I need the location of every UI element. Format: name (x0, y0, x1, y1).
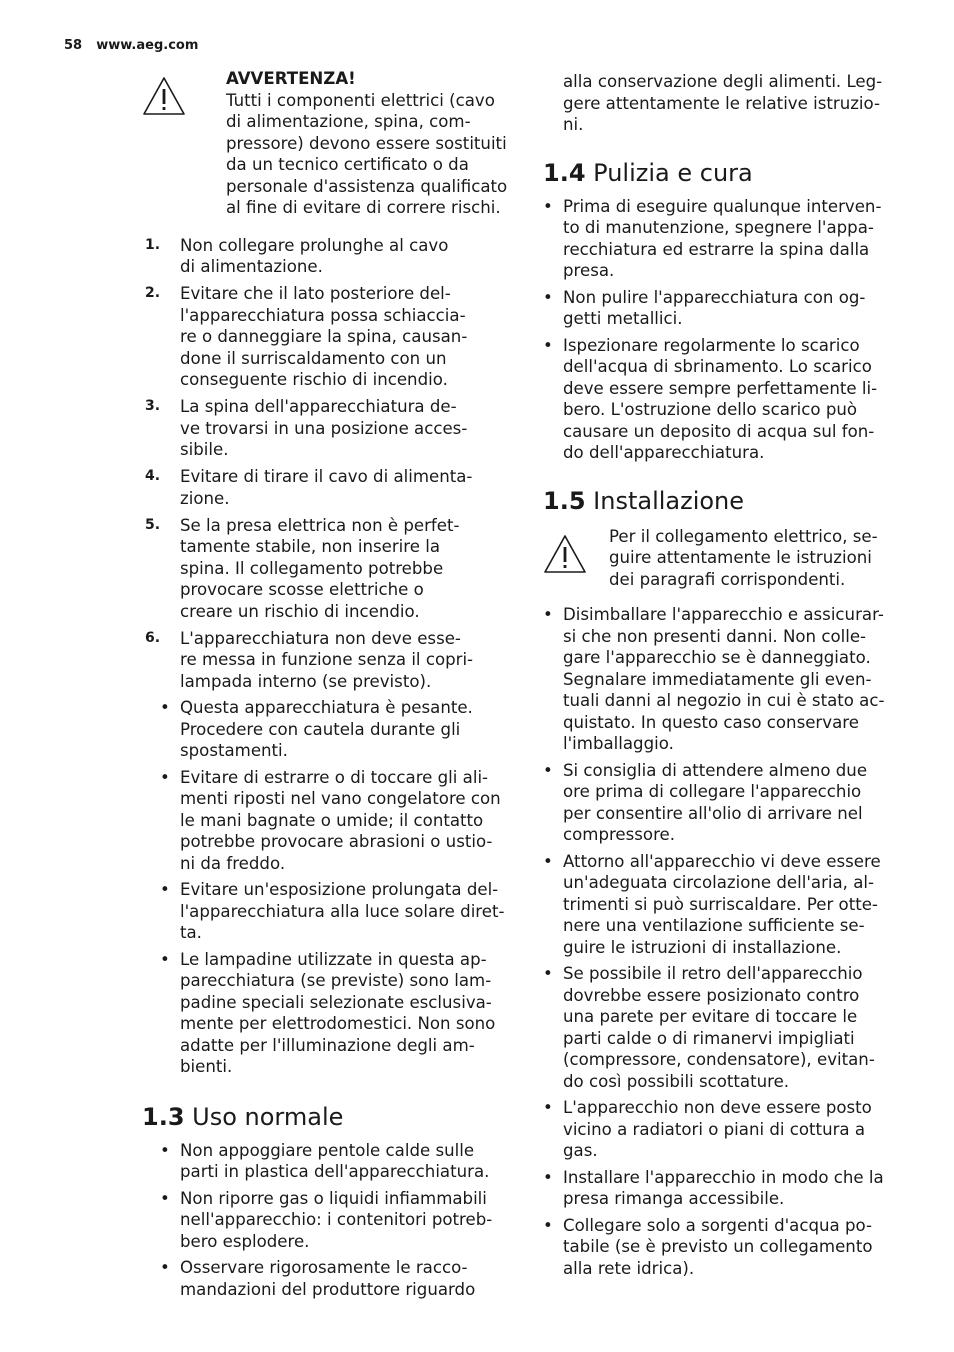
text-line: provocare scosse elettriche o (180, 580, 424, 599)
text-line: personale d'assistenza qualificato (226, 176, 508, 196)
item-number: 4. (145, 468, 161, 484)
list-item (563, 851, 898, 959)
text-line: (compressore, condensatore), evitan- (563, 1050, 875, 1069)
text-line: recchiatura ed estrarre la spina dalla (563, 239, 870, 259)
text-line: presa. (563, 261, 615, 280)
text-line: • Prima di eseguire qualunque interven- (563, 196, 882, 216)
text-line: ve trovarsi in una posizione acces- (180, 418, 468, 438)
text-line: l'apparecchiatura possa schiaccia- (180, 305, 466, 325)
text-line: Segnalare immediatamente gli even- (563, 669, 872, 689)
text-line: done il surriscaldamento con un (180, 348, 447, 368)
text-line: zione. (180, 488, 230, 508)
text-line: l'imballaggio. (563, 734, 674, 753)
warning-triangle-icon (142, 76, 186, 116)
text-line: mandazioni del produttore riguardo (180, 1279, 476, 1299)
text-line: L'apparecchiatura non deve esse- (180, 628, 461, 648)
list-item (145, 466, 514, 509)
text-line: parecchiatura (se previste) sono lam- (180, 971, 492, 990)
list-item (180, 879, 514, 944)
list-item (563, 1215, 898, 1280)
warning-triangle-icon (543, 534, 587, 574)
section-number: 1.4 (543, 158, 586, 187)
text-line: per consentire all'olio di arrivare nel (563, 803, 863, 823)
text-line: quistato. In questo caso conservare (563, 712, 859, 732)
list-item (180, 1188, 514, 1253)
text-line: sibile. (180, 440, 229, 459)
item-number: 3. (145, 398, 161, 414)
text-line: to di manutenzione, spegnere l'appa- (563, 218, 874, 237)
text-line: adatte per l'illuminazione degli am- (180, 1035, 475, 1055)
warning-box (142, 68, 514, 219)
list-item (145, 283, 514, 391)
text-line: guire attentamente le istruzioni (609, 548, 872, 567)
text-line: • Non appoggiare pentole calde sulle (180, 1140, 475, 1160)
text-line: vicino a radiatori o piani di cottura a (563, 1119, 866, 1139)
text-line: • L'apparecchio non deve essere posto (563, 1098, 872, 1117)
warning-title: AVVERTENZA! (226, 69, 356, 88)
item-number: 5. (145, 516, 161, 533)
text-line: potrebbe provocare abrasioni o ustio- (180, 832, 493, 851)
text-line: • Evitare un'esposizione prolungata del- (180, 880, 499, 899)
numbered-list (142, 235, 514, 693)
text-line: bienti. (180, 1057, 233, 1076)
list-item (180, 697, 514, 762)
text-line: parti in plastica dell'apparecchiatura. (180, 1162, 490, 1181)
text-line: tuali danni al negozio in cui è stato ac- (563, 691, 885, 710)
section-title: Uso normale (192, 1102, 344, 1131)
text-line: spostamenti. (180, 741, 288, 760)
text-line: Procedere con cautela durante gli (180, 719, 461, 739)
text-line: Per il collegamento elettrico, se- (609, 526, 878, 546)
list-item (180, 767, 514, 875)
section-title: Installazione (593, 486, 745, 515)
text-line: bero. L'ostruzione dello scarico può (563, 400, 858, 419)
text-line: dei paragrafi corrispondenti. (609, 569, 846, 589)
text-line: trimenti si può surriscaldare. Per otte- (563, 894, 878, 914)
list-item (563, 335, 898, 464)
item-number: 6. (145, 629, 161, 646)
text-line: • Non riporre gas o liquidi infiammabili (180, 1188, 487, 1208)
text-line: di alimentazione, spina, com- (226, 112, 471, 131)
text-line: padine speciali selezionate esclusiva- (180, 992, 492, 1012)
text-line: gare l'apparecchio se è danneggiato. (563, 648, 871, 667)
list-item (563, 604, 898, 755)
text-line: ta. (180, 923, 202, 942)
section-heading-1-4 (543, 158, 898, 188)
text-line: • Installare l'apparecchio in modo che la (563, 1167, 884, 1187)
bullet-list (543, 604, 898, 1279)
text-line: alla conservazione degli alimenti. Leg- (563, 72, 883, 91)
text-line: re messa in funzione senza il copri- (180, 650, 474, 669)
list-item (563, 1097, 898, 1162)
text-line: una parete per evitare di toccare le (563, 1007, 858, 1026)
text-line: ore prima di collegare l'apparecchio (563, 782, 862, 801)
text-line: Se la presa elettrica non è perfet- (180, 515, 460, 535)
bullet-list (142, 697, 514, 1078)
text-line: guire le istruzioni di installazione. (563, 937, 842, 957)
warning-box (543, 526, 898, 591)
text-line: nere una ventilazione sufficiente se- (563, 916, 865, 935)
item-number: 2. (145, 285, 161, 301)
list-item (563, 1167, 898, 1210)
list-item (180, 949, 514, 1078)
text-line: compressore. (563, 825, 676, 844)
text-line: • Ispezionare regolarmente lo scarico (563, 335, 860, 355)
section-heading-1-3 (142, 1102, 514, 1132)
text-line: deve essere sempre perfettamente li- (563, 378, 878, 398)
text-line: presa rimanga accessibile. (563, 1189, 785, 1208)
text-line: l'apparecchiatura alla luce solare diret- (180, 901, 505, 921)
text-line: ni da freddo. (180, 853, 286, 873)
list-item (180, 1140, 514, 1183)
item-number: 1. (145, 236, 161, 253)
text-line: Tutti i componenti elettrici (cavo (226, 90, 495, 110)
list-item (145, 628, 514, 693)
text-line: un'adeguata circolazione dell'aria, al- (563, 873, 875, 892)
right-column (543, 71, 898, 1279)
page-header (64, 38, 198, 53)
text-line: creare un rischio di incendio. (180, 601, 420, 621)
text-line: parti calde o di rimanervi impigliati (563, 1028, 855, 1048)
text-line: • Si consiglia di attendere almeno due (563, 760, 868, 780)
text-line: conseguente rischio di incendio. (180, 370, 448, 389)
text-line: Non collegare prolunghe al cavo (180, 235, 449, 255)
list-item (563, 760, 898, 846)
text-line: causare un deposito di acqua sul fon- (563, 421, 875, 441)
text-line: • Collegare solo a sorgenti d'acqua po- (563, 1215, 872, 1235)
text-line: • Osservare rigorosamente le racco- (180, 1258, 468, 1277)
text-line: di alimentazione. (180, 257, 323, 276)
text-line: • Se possibile il retro dell'apparecchio (563, 964, 863, 983)
text-line: si che non presenti danni. Non colle- (563, 626, 867, 646)
list-item (563, 287, 898, 330)
text-line: pressore) devono essere sostituiti (226, 133, 507, 153)
text-line: La spina dell'apparecchiatura de- (180, 397, 457, 416)
text-line: al fine di evitare di correre rischi. (226, 198, 501, 217)
text-line: gas. (563, 1141, 598, 1160)
list-item (563, 196, 898, 282)
text-line: • Questa apparecchiatura è pesante. (180, 698, 473, 717)
text-line: do così possibili scottature. (563, 1071, 790, 1091)
list-item (145, 515, 514, 623)
text-line: getti metallici. (563, 309, 683, 328)
continuation-text (543, 71, 898, 136)
text-line: da un tecnico certificato o da (226, 155, 469, 174)
section-heading-1-5 (543, 486, 898, 516)
text-line: ni. (563, 115, 584, 134)
text-line: Evitare di tirare il cavo di alimenta- (180, 467, 473, 486)
text-line: alla rete idrica). (563, 1258, 695, 1278)
text-line: • Disimballare l'apparecchio e assicurar- (563, 605, 884, 624)
page-number: 58 (64, 38, 83, 53)
section-number: 1.5 (543, 486, 586, 515)
section-number: 1.3 (142, 1102, 185, 1131)
text-line: • Attorno all'apparecchio vi deve essere (563, 851, 881, 871)
text-line: mente per elettrodomestici. Non sono (180, 1014, 496, 1033)
text-line: Evitare che il lato posteriore del- (180, 284, 451, 303)
text-line: bero esplodere. (180, 1231, 310, 1251)
list-item (145, 235, 514, 278)
bullet-list (543, 196, 898, 464)
text-line: nell'apparecchio: i contenitori potreb- (180, 1210, 493, 1229)
text-line: menti riposti nel vano congelatore con (180, 789, 501, 808)
text-line: • Non pulire l'apparecchiatura con og- (563, 287, 866, 307)
text-line: dell'acqua di sbrinamento. Lo scarico (563, 357, 872, 376)
text-line: dovrebbe essere posizionato contro (563, 985, 860, 1005)
list-item (145, 396, 514, 461)
list-item (563, 963, 898, 1092)
text-line: lampada interno (se previsto). (180, 671, 432, 691)
text-line: • Le lampadine utilizzate in questa ap- (180, 949, 487, 969)
text-line: gere attentamente le relative istruzio- (563, 93, 880, 113)
site-url: www.aeg.com (96, 38, 199, 53)
text-line: tamente stabile, non inserire la (180, 537, 440, 556)
text-line: re o danneggiare la spina, causan- (180, 327, 468, 346)
bullet-list (142, 1140, 514, 1301)
list-item (180, 1257, 514, 1300)
text-line: spina. Il collegamento potrebbe (180, 558, 444, 578)
left-column (142, 68, 514, 1300)
text-line: tabile (se è previsto un collegamento (563, 1237, 873, 1256)
section-title: Pulizia e cura (593, 158, 753, 187)
text-line: • Evitare di estrarre o di toccare gli ali- (180, 767, 489, 787)
text-line: do dell'apparecchiatura. (563, 443, 765, 462)
text-line: le mani bagnate o umide; il contatto (180, 810, 484, 830)
warning-text (226, 90, 514, 219)
